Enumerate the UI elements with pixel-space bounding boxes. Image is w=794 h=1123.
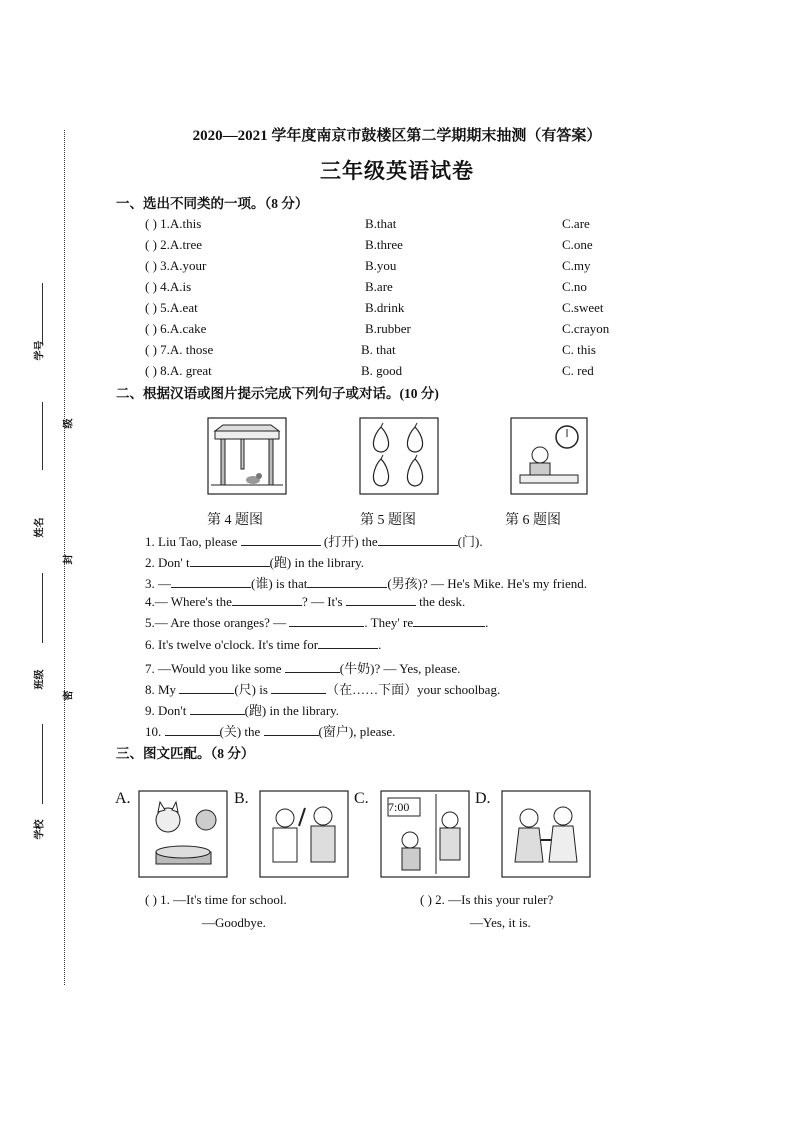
s2-line-4-text-3: the desk. — [415, 594, 466, 609]
match-q1: ( ) 1. —It's time for school. — [145, 892, 287, 907]
label-grade-suffix: 级 — [63, 418, 75, 429]
s2-line-3 — [145, 573, 587, 592]
s1-item-6-n: ( ) 6.A.cake — [145, 321, 207, 336]
s1-item-4-c: C.no — [562, 279, 587, 294]
s1-item-5-b: B.drink — [365, 300, 405, 315]
s2-line-3-blank-2[interactable] — [307, 576, 387, 588]
s2-line-10 — [145, 721, 395, 740]
caption-pic-6: 第 6 题图 — [505, 513, 561, 528]
s1-item-8-b: B. good — [361, 363, 403, 378]
s1-item-1-n: ( ) 1.A.this — [145, 216, 202, 231]
s2-line-5-text-2: . They' re — [364, 615, 414, 630]
s2-line-8-blank-1[interactable] — [179, 682, 234, 694]
s2-line-8 — [145, 679, 500, 698]
s2-line-4 — [145, 594, 465, 610]
picture-label-a: A. — [115, 790, 131, 807]
s1-item-8-n: ( ) 8.A. great — [145, 363, 212, 378]
label-seal: 封 — [63, 554, 75, 565]
s1-item-5-n: ( ) 5.A.eat — [145, 300, 198, 315]
s2-line-3-blank-1[interactable] — [171, 576, 251, 588]
s2-line-8-blank-2[interactable] — [271, 682, 326, 694]
s2-line-9-blank-1[interactable] — [190, 703, 245, 715]
s2-line-8-text-2: (尺) is — [234, 682, 272, 697]
s2-line-1-blank-1[interactable] — [241, 534, 321, 546]
s2-line-9-text-1: 9. Don't — [145, 703, 190, 718]
match-a2: —Yes, it is. — [470, 915, 531, 930]
picture-boy-clock — [510, 417, 588, 495]
s2-line-7 — [145, 658, 460, 677]
s1-item-6-b: B.rubber — [365, 321, 411, 336]
s2-line-3-text-3: (男孩)? — He's Mike. He's my friend. — [387, 576, 587, 591]
s2-line-2-blank-1[interactable] — [190, 555, 270, 567]
exam-title: 2020—2021 学年度南京市鼓楼区第二学期期末抽测（有答案） — [192, 128, 602, 144]
s1-item-1-b: B.that — [365, 216, 397, 231]
s2-line-6-text-2: . — [378, 637, 382, 652]
s2-line-9 — [145, 700, 339, 719]
s2-line-2-text-2: (跑) in the library. — [269, 555, 365, 570]
s1-item-6-c: C.crayon — [562, 321, 610, 336]
s2-line-3-text-2: (谁) is that — [251, 576, 308, 591]
s2-line-6-blank-1[interactable] — [318, 637, 378, 649]
s2-line-5 — [145, 615, 488, 631]
label-student-id: 学号 — [34, 340, 46, 361]
caption-pic-4: 第 4 题图 — [207, 513, 263, 528]
s2-line-9-text-2: (跑) in the library. — [244, 703, 340, 718]
s1-item-3-c: C.my — [562, 258, 591, 273]
picture-label-c: C. — [354, 790, 369, 807]
s1-item-8-c: C. red — [562, 363, 594, 378]
s2-line-10-text-3: (窗户), please. — [318, 724, 396, 739]
s2-line-4-text-1: 4.— Where's the — [145, 594, 232, 609]
label-class: 班级 — [34, 669, 46, 690]
s1-item-4-b: B.are — [365, 279, 393, 294]
class-line — [42, 573, 43, 643]
s2-line-6-text-1: 6. It's twelve o'clock. It's time for — [145, 637, 319, 652]
school-line — [42, 724, 43, 804]
s1-item-4-n: ( ) 4.A.is — [145, 279, 192, 294]
section1-heading: 一、选出不同类的一项。（8 分） — [116, 196, 309, 211]
s2-line-7-text-1: 7. —Would you like some — [145, 661, 285, 676]
label-school: 学校 — [34, 819, 46, 840]
exam-subtitle: 三年级英语试卷 — [320, 159, 474, 183]
picture-label-d: D. — [475, 790, 491, 807]
s2-line-5-text-3: . — [485, 615, 489, 630]
picture-pears — [359, 417, 439, 495]
s1-item-7-b: B. that — [361, 342, 396, 357]
picture-b-ruler — [259, 790, 349, 878]
s2-line-1 — [145, 531, 483, 550]
s2-line-7-blank-1[interactable] — [285, 661, 340, 673]
s1-item-7-n: ( ) 7.A. those — [145, 342, 214, 357]
s1-item-1-c: C.are — [562, 216, 590, 231]
name-line — [42, 402, 43, 470]
section3-heading: 三、图文匹配。（8 分） — [116, 746, 255, 761]
student-id-line — [42, 283, 43, 343]
s2-line-8-text-3: （在……下面）your schoolbag. — [326, 682, 501, 697]
s2-line-1-blank-2[interactable] — [378, 534, 458, 546]
s1-item-3-b: B.you — [365, 258, 397, 273]
s2-line-5-blank-2[interactable] — [413, 615, 485, 627]
s2-line-10-text-1: 10. — [145, 724, 165, 739]
s2-line-4-blank-1[interactable] — [232, 594, 302, 606]
s2-line-10-blank-2[interactable] — [264, 724, 319, 736]
s1-item-5-c: C.sweet — [562, 300, 604, 315]
s2-line-10-blank-1[interactable] — [165, 724, 220, 736]
picture-d-goodbye — [501, 790, 591, 878]
s2-line-2 — [145, 552, 364, 571]
picture-label-b: B. — [234, 790, 249, 807]
s1-item-2-n: ( ) 2.A.tree — [145, 237, 203, 252]
s2-line-1-text-1: 1. Liu Tao, please — [145, 534, 241, 549]
s2-line-2-text-1: 2. Don' t — [145, 555, 190, 570]
s2-line-4-text-2: ? — It's — [301, 594, 346, 609]
match-a1: —Goodbye. — [202, 915, 266, 930]
section2-heading: 二、根据汉语或图片提示完成下列句子或对话。(10 分) — [116, 386, 439, 401]
picture-table-bird — [207, 417, 287, 495]
s2-line-8-text-1: 8. My — [145, 682, 180, 697]
label-secret: 密 — [63, 690, 75, 701]
s2-line-1-text-2: (打开) the — [320, 534, 378, 549]
match-q2: ( ) 2. —Is this your ruler? — [420, 892, 554, 907]
s2-line-3-text-1: 3. — — [145, 576, 171, 591]
s2-line-1-text-3: (门). — [457, 534, 483, 549]
s1-item-3-n: ( ) 3.A.your — [145, 258, 207, 273]
s2-line-10-text-2: (关) the — [219, 724, 264, 739]
s2-line-6 — [145, 637, 381, 653]
label-name: 姓名 — [34, 517, 46, 538]
s2-line-5-blank-1[interactable] — [289, 615, 364, 627]
s1-item-2-b: B.three — [365, 237, 403, 252]
s2-line-4-blank-2[interactable] — [346, 594, 416, 606]
s2-line-7-text-2: (牛奶)? — Yes, please. — [339, 661, 461, 676]
s2-line-5-text-1: 5.— Are those oranges? — — [145, 615, 290, 630]
picture-a-birthday-cake — [138, 790, 228, 878]
s1-item-7-c: C. this — [562, 342, 596, 357]
caption-pic-5: 第 5 题图 — [360, 513, 416, 528]
s1-item-2-c: C.one — [562, 237, 593, 252]
clock-text: 7:00 — [388, 800, 410, 814]
